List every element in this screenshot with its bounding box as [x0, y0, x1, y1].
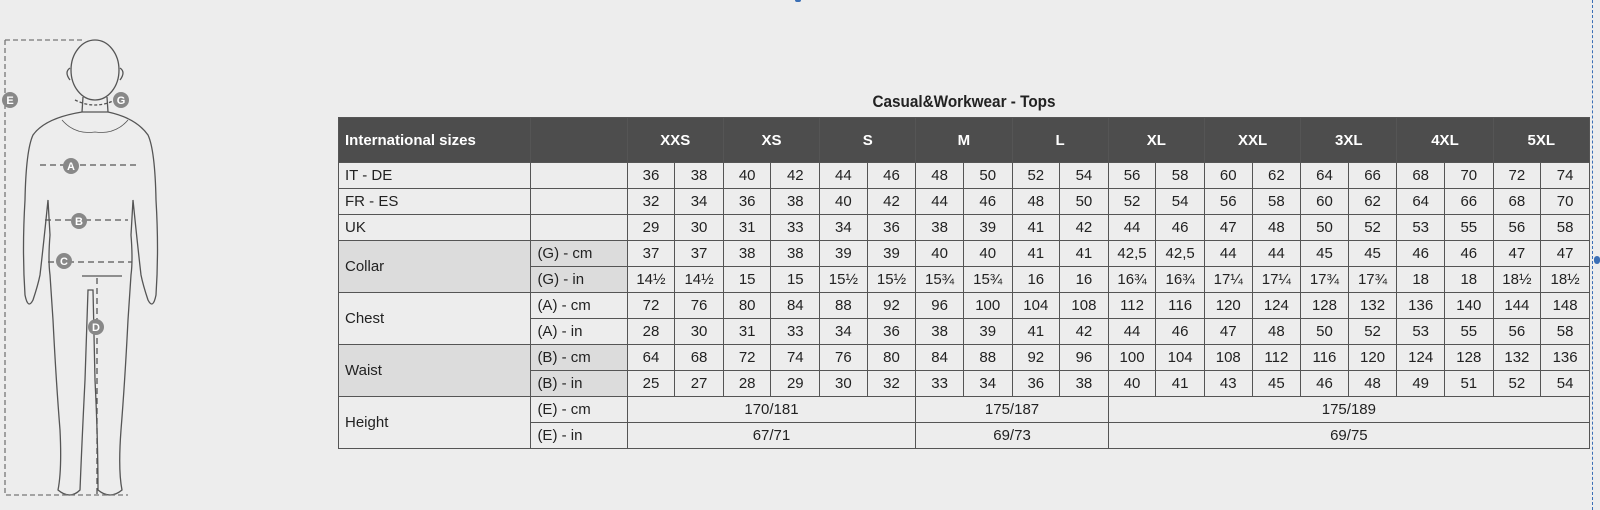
- size-value-cell: 68: [1493, 189, 1541, 215]
- measure-value-cell: 45: [1348, 241, 1397, 267]
- unit-label-height-in: (E) - in: [531, 423, 627, 449]
- measure-value-cell: 48: [1348, 371, 1397, 397]
- measure-value-cell: 47: [1204, 319, 1252, 345]
- measure-value-cell: 84: [771, 293, 820, 319]
- size-value-cell: 64: [1301, 163, 1349, 189]
- size-header-xxs: XXS: [627, 118, 723, 163]
- empty-subcolumn-cell: [531, 189, 627, 215]
- table-row-chest-cm: [339, 293, 1590, 319]
- measure-value-cell: 96: [1060, 345, 1109, 371]
- measure-value-cell: 80: [723, 293, 771, 319]
- measure-value-cell: 37: [675, 241, 724, 267]
- unit-label-height-cm: (E) - cm: [531, 397, 627, 423]
- measure-value-cell: 44: [1252, 241, 1301, 267]
- measure-value-cell: 47: [1493, 241, 1541, 267]
- measure-value-cell: 17¾: [1348, 267, 1397, 293]
- measure-value-cell: 40: [963, 241, 1012, 267]
- size-value-cell: 38: [675, 163, 724, 189]
- size-value-cell: 58: [1541, 215, 1590, 241]
- resize-handle[interactable]: [1594, 256, 1600, 264]
- size-value-cell: 40: [723, 163, 771, 189]
- size-header-xxl: XXL: [1204, 118, 1300, 163]
- size-value-cell: 72: [1493, 163, 1541, 189]
- measure-value-cell: 53: [1397, 319, 1445, 345]
- size-value-cell: 50: [1060, 189, 1109, 215]
- measure-value-cell: 116: [1156, 293, 1205, 319]
- measure-value-cell: 28: [627, 319, 675, 345]
- size-value-cell: 68: [1397, 163, 1445, 189]
- measure-value-cell: 41: [1012, 241, 1060, 267]
- measure-value-cell: 45: [1301, 241, 1349, 267]
- measure-value-cell: 18: [1397, 267, 1445, 293]
- measure-value-cell: 18½: [1541, 267, 1590, 293]
- marker-b-label: B: [75, 216, 83, 228]
- measure-value-cell: 56: [1493, 319, 1541, 345]
- size-value-cell: 54: [1060, 163, 1109, 189]
- size-value-cell: 48: [1252, 215, 1301, 241]
- size-value-cell: 30: [675, 215, 724, 241]
- measure-value-cell: 108: [1204, 345, 1252, 371]
- unit-label-collar-in: (G) - in: [531, 267, 627, 293]
- measure-value-cell: 38: [771, 241, 820, 267]
- measure-value-cell: 18½: [1493, 267, 1541, 293]
- measure-value-cell: 17¼: [1204, 267, 1252, 293]
- marker-d-label: D: [92, 322, 100, 334]
- measure-value-cell: 44: [1204, 241, 1252, 267]
- measure-value-cell: 15: [771, 267, 820, 293]
- measure-value-cell: 41: [1060, 241, 1109, 267]
- measure-value-cell: 38: [1060, 371, 1109, 397]
- measure-value-cell: 39: [963, 319, 1012, 345]
- size-header-4xl: 4XL: [1397, 118, 1493, 163]
- height-range-cell: 175/189: [1108, 397, 1589, 423]
- size-value-cell: 58: [1156, 163, 1205, 189]
- measure-value-cell: 34: [963, 371, 1012, 397]
- marker-e-label: E: [6, 95, 14, 107]
- measure-value-cell: 92: [1012, 345, 1060, 371]
- selection-border: [1592, 0, 1593, 510]
- height-range-cell: 69/73: [916, 423, 1108, 449]
- measure-value-cell: 100: [963, 293, 1012, 319]
- measure-value-cell: 14½: [627, 267, 675, 293]
- measure-value-cell: 28: [723, 371, 771, 397]
- size-header-5xl: 5XL: [1493, 118, 1589, 163]
- size-value-cell: 33: [771, 215, 820, 241]
- measure-value-cell: 30: [820, 371, 868, 397]
- size-value-cell: 41: [1012, 215, 1060, 241]
- measure-value-cell: 108: [1060, 293, 1109, 319]
- size-value-cell: 62: [1252, 163, 1301, 189]
- table-row-fres: [339, 189, 1590, 215]
- size-value-cell: 74: [1541, 163, 1590, 189]
- size-value-cell: 39: [963, 215, 1012, 241]
- size-value-cell: 56: [1204, 189, 1252, 215]
- measure-value-cell: 144: [1493, 293, 1541, 319]
- size-value-cell: 50: [963, 163, 1012, 189]
- measure-value-cell: 36: [867, 319, 916, 345]
- size-value-cell: 50: [1301, 215, 1349, 241]
- size-value-cell: 52: [1012, 163, 1060, 189]
- group-label-height: Height: [339, 397, 531, 449]
- measure-value-cell: 46: [1301, 371, 1349, 397]
- measure-value-cell: 72: [723, 345, 771, 371]
- measure-value-cell: 41: [1012, 319, 1060, 345]
- size-value-cell: 52: [1108, 189, 1156, 215]
- measure-value-cell: 41: [1156, 371, 1205, 397]
- measure-value-cell: 39: [820, 241, 868, 267]
- size-value-cell: 48: [916, 163, 964, 189]
- size-value-cell: 64: [1397, 189, 1445, 215]
- size-value-cell: 44: [820, 163, 868, 189]
- size-value-cell: 46: [1156, 215, 1205, 241]
- measure-value-cell: 80: [867, 345, 916, 371]
- table-row-height-cm: [339, 397, 1590, 423]
- measure-value-cell: 40: [916, 241, 964, 267]
- measure-value-cell: 136: [1541, 345, 1590, 371]
- measure-value-cell: 46: [1397, 241, 1445, 267]
- marker-a-label: A: [67, 161, 75, 173]
- measure-value-cell: 16: [1060, 267, 1109, 293]
- height-range-cell: 175/187: [916, 397, 1108, 423]
- measure-value-cell: 46: [1156, 319, 1205, 345]
- measure-value-cell: 29: [771, 371, 820, 397]
- measure-value-cell: 38: [916, 319, 964, 345]
- size-header-m: M: [916, 118, 1012, 163]
- measure-value-cell: 17¼: [1252, 267, 1301, 293]
- size-value-cell: 70: [1541, 189, 1590, 215]
- measure-value-cell: 96: [916, 293, 964, 319]
- measure-value-cell: 14½: [675, 267, 724, 293]
- size-value-cell: 66: [1444, 189, 1493, 215]
- measure-value-cell: 132: [1348, 293, 1397, 319]
- table-row-waist-cm: [339, 345, 1590, 371]
- row-label-uk: UK: [339, 215, 531, 241]
- size-value-cell: 36: [723, 189, 771, 215]
- measure-value-cell: 58: [1541, 319, 1590, 345]
- measure-value-cell: 48: [1252, 319, 1301, 345]
- measure-value-cell: 76: [820, 345, 868, 371]
- group-label-collar: Collar: [339, 241, 531, 293]
- size-value-cell: 60: [1204, 163, 1252, 189]
- measure-value-cell: 112: [1252, 345, 1301, 371]
- size-value-cell: 36: [627, 163, 675, 189]
- measure-value-cell: 16¾: [1108, 267, 1156, 293]
- measure-value-cell: 88: [820, 293, 868, 319]
- table-row-uk: [339, 215, 1590, 241]
- measure-value-cell: 42: [1060, 319, 1109, 345]
- measure-value-cell: 45: [1252, 371, 1301, 397]
- measure-value-cell: 31: [723, 319, 771, 345]
- size-value-cell: 42: [771, 163, 820, 189]
- measure-value-cell: 128: [1301, 293, 1349, 319]
- measure-value-cell: 34: [820, 319, 868, 345]
- size-value-cell: 36: [867, 215, 916, 241]
- size-value-cell: 60: [1301, 189, 1349, 215]
- unit-label-waist-cm: (B) - cm: [531, 345, 627, 371]
- header-row: [339, 118, 1590, 163]
- size-value-cell: 38: [916, 215, 964, 241]
- measure-value-cell: 64: [627, 345, 675, 371]
- size-value-cell: 53: [1397, 215, 1445, 241]
- measure-value-cell: 15: [723, 267, 771, 293]
- measure-value-cell: 112: [1108, 293, 1156, 319]
- international-sizes-header: International sizes: [339, 118, 531, 163]
- measure-value-cell: 116: [1301, 345, 1349, 371]
- measure-value-cell: 38: [723, 241, 771, 267]
- measure-value-cell: 120: [1348, 345, 1397, 371]
- size-value-cell: 38: [771, 189, 820, 215]
- size-value-cell: 54: [1156, 189, 1205, 215]
- size-value-cell: 44: [1108, 215, 1156, 241]
- measure-value-cell: 55: [1444, 319, 1493, 345]
- measure-value-cell: 84: [916, 345, 964, 371]
- measure-value-cell: 30: [675, 319, 724, 345]
- measure-value-cell: 36: [1012, 371, 1060, 397]
- size-value-cell: 58: [1252, 189, 1301, 215]
- table-title: Casual&Workwear - Tops: [872, 92, 1056, 111]
- measure-value-cell: 52: [1348, 319, 1397, 345]
- table-row-itde: [339, 163, 1590, 189]
- size-chart-table: [338, 117, 1590, 449]
- unit-label-chest-in: (A) - in: [531, 319, 627, 345]
- measure-value-cell: 46: [1444, 241, 1493, 267]
- measure-value-cell: 37: [627, 241, 675, 267]
- size-header-3xl: 3XL: [1301, 118, 1397, 163]
- measure-value-cell: 136: [1397, 293, 1445, 319]
- size-header-xl: XL: [1108, 118, 1204, 163]
- table-row-collar-cm: [339, 241, 1590, 267]
- measure-value-cell: 33: [771, 319, 820, 345]
- measure-value-cell: 15½: [867, 267, 916, 293]
- size-value-cell: 34: [675, 189, 724, 215]
- size-value-cell: 66: [1348, 163, 1397, 189]
- measure-value-cell: 51: [1444, 371, 1493, 397]
- measure-value-cell: 88: [963, 345, 1012, 371]
- measure-value-cell: 92: [867, 293, 916, 319]
- measure-value-cell: 32: [867, 371, 916, 397]
- size-value-cell: 70: [1444, 163, 1493, 189]
- group-label-waist: Waist: [339, 345, 531, 397]
- size-value-cell: 40: [820, 189, 868, 215]
- size-value-cell: 34: [820, 215, 868, 241]
- size-header-s: S: [820, 118, 916, 163]
- height-range-cell: 170/181: [627, 397, 916, 423]
- size-value-cell: 44: [916, 189, 964, 215]
- blue-dot-marker: [795, 0, 801, 2]
- measure-value-cell: 25: [627, 371, 675, 397]
- size-value-cell: 56: [1108, 163, 1156, 189]
- measure-value-cell: 15½: [820, 267, 868, 293]
- height-range-cell: 69/75: [1108, 423, 1589, 449]
- size-value-cell: 42: [867, 189, 916, 215]
- measure-value-cell: 16: [1012, 267, 1060, 293]
- measure-value-cell: 120: [1204, 293, 1252, 319]
- unit-label-waist-in: (B) - in: [531, 371, 627, 397]
- size-value-cell: 46: [867, 163, 916, 189]
- measure-value-cell: 17¾: [1301, 267, 1349, 293]
- measure-value-cell: 40: [1108, 371, 1156, 397]
- measure-value-cell: 18: [1444, 267, 1493, 293]
- measure-value-cell: 16¾: [1156, 267, 1205, 293]
- size-value-cell: 29: [627, 215, 675, 241]
- height-range-cell: 67/71: [627, 423, 916, 449]
- marker-c-label: C: [60, 256, 68, 268]
- measure-value-cell: 52: [1493, 371, 1541, 397]
- measure-value-cell: 15¾: [963, 267, 1012, 293]
- size-value-cell: 55: [1444, 215, 1493, 241]
- row-label-fres: FR - ES: [339, 189, 531, 215]
- size-value-cell: 46: [963, 189, 1012, 215]
- group-label-chest: Chest: [339, 293, 531, 345]
- body-measurement-figure: [0, 0, 200, 510]
- subcolumn-header: [531, 118, 627, 163]
- row-label-itde: IT - DE: [339, 163, 531, 189]
- measure-value-cell: 72: [627, 293, 675, 319]
- measure-value-cell: 42,5: [1108, 241, 1156, 267]
- measure-value-cell: 148: [1541, 293, 1590, 319]
- size-value-cell: 31: [723, 215, 771, 241]
- measure-value-cell: 33: [916, 371, 964, 397]
- marker-g-label: G: [116, 95, 126, 107]
- size-value-cell: 56: [1493, 215, 1541, 241]
- measure-value-cell: 43: [1204, 371, 1252, 397]
- measure-value-cell: 124: [1397, 345, 1445, 371]
- measure-value-cell: 15¾: [916, 267, 964, 293]
- empty-subcolumn-cell: [531, 215, 627, 241]
- measure-value-cell: 132: [1493, 345, 1541, 371]
- measure-value-cell: 74: [771, 345, 820, 371]
- measure-value-cell: 47: [1541, 241, 1590, 267]
- size-value-cell: 47: [1204, 215, 1252, 241]
- size-header-xs: XS: [723, 118, 819, 163]
- size-value-cell: 62: [1348, 189, 1397, 215]
- measure-value-cell: 27: [675, 371, 724, 397]
- measure-value-cell: 68: [675, 345, 724, 371]
- measure-value-cell: 140: [1444, 293, 1493, 319]
- measure-value-cell: 76: [675, 293, 724, 319]
- empty-subcolumn-cell: [531, 163, 627, 189]
- measure-value-cell: 104: [1156, 345, 1205, 371]
- size-value-cell: 52: [1348, 215, 1397, 241]
- measure-value-cell: 54: [1541, 371, 1590, 397]
- unit-label-collar-cm: (G) - cm: [531, 241, 627, 267]
- measure-value-cell: 128: [1444, 345, 1493, 371]
- measure-value-cell: 49: [1397, 371, 1445, 397]
- measure-value-cell: 50: [1301, 319, 1349, 345]
- size-header-l: L: [1012, 118, 1108, 163]
- size-value-cell: 42: [1060, 215, 1109, 241]
- size-value-cell: 32: [627, 189, 675, 215]
- size-value-cell: 48: [1012, 189, 1060, 215]
- measure-value-cell: 124: [1252, 293, 1301, 319]
- measure-value-cell: 104: [1012, 293, 1060, 319]
- measure-value-cell: 44: [1108, 319, 1156, 345]
- unit-label-chest-cm: (A) - cm: [531, 293, 627, 319]
- measure-value-cell: 39: [867, 241, 916, 267]
- measure-value-cell: 100: [1108, 345, 1156, 371]
- measure-value-cell: 42,5: [1156, 241, 1205, 267]
